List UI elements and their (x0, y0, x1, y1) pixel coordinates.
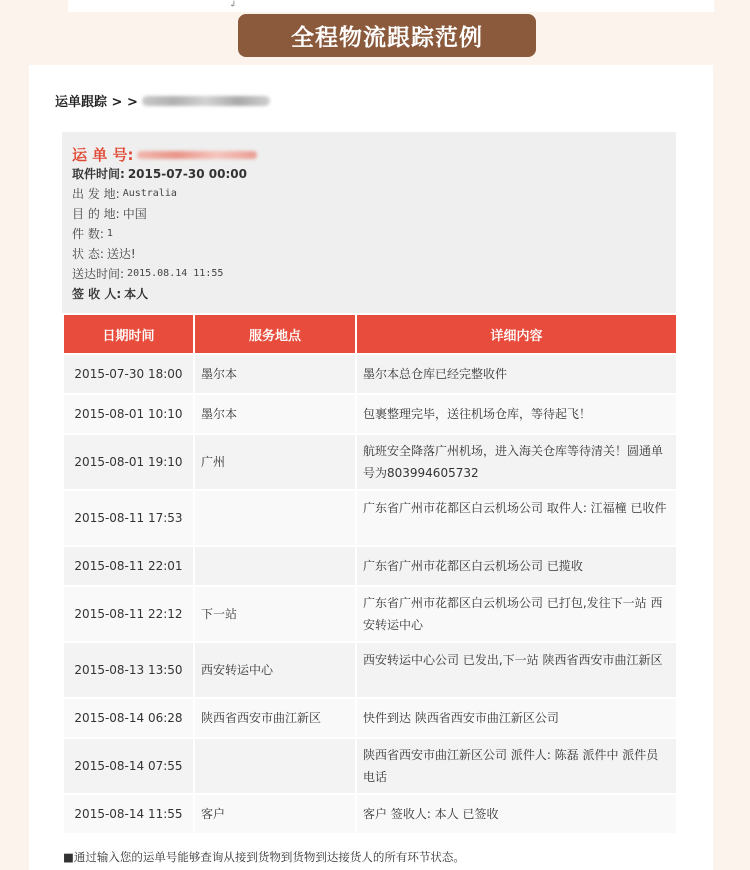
breadcrumb-label: 运单跟踪 > > (55, 95, 138, 110)
table-row (63, 354, 677, 394)
pickup-time-row (72, 165, 247, 182)
cell-detail: 陕西省西安市曲江新区公司 派件人: 陈磊 派件中 派件员电话 (356, 738, 677, 794)
cell-place (194, 546, 356, 586)
cell-date: 2015-08-01 10:10 (63, 394, 194, 434)
origin-label: 出 发 地: (72, 187, 120, 201)
status-row (72, 245, 136, 262)
pieces-label: 件 数: (72, 227, 104, 241)
table-row (63, 642, 677, 698)
destination-value: 中国 (122, 207, 147, 221)
redacted-waybill-number (142, 96, 270, 106)
cell-place (194, 738, 356, 794)
signer-label: 签 收 人: (72, 287, 122, 301)
footnote: ■通过输入您的运单号能够查询从接到货物到货物到达接货人的所有环节状态。 (63, 850, 465, 864)
cell-detail: 客户 签收人: 本人 已签收 (356, 794, 677, 834)
cell-date: 2015-08-11 17:53 (63, 490, 194, 546)
cell-place: 西安转运中心 (194, 642, 356, 698)
cell-date: 2015-08-14 11:55 (63, 794, 194, 834)
signer-row (72, 285, 148, 302)
pieces-row (72, 225, 113, 242)
pickup-time-label: 取件时间: (72, 167, 125, 181)
tracking-card (29, 65, 713, 870)
cell-date: 2015-08-13 13:50 (63, 642, 194, 698)
table-row (63, 394, 677, 434)
delivered-time-row (72, 265, 223, 282)
top-strip (68, 0, 714, 12)
table-header-row (63, 314, 677, 354)
cell-place: 陕西省西安市曲江新区 (194, 698, 356, 738)
waybill-number-row (72, 144, 257, 165)
cell-date: 2015-08-11 22:01 (63, 546, 194, 586)
cell-detail: 西安转运中心公司 已发出,下一站 陕西省西安市曲江新区 (356, 642, 677, 698)
cell-detail: 广东省广州市花都区白云机场公司 已揽收 (356, 546, 677, 586)
table-row (63, 434, 677, 490)
cell-place (194, 490, 356, 546)
table-row (63, 586, 677, 642)
origin-value: Australia (122, 188, 177, 199)
redacted-waybill-number-red (137, 151, 257, 159)
page-title: 全程物流跟踪范例 (238, 14, 536, 57)
cell-place: 广州 (194, 434, 356, 490)
table-row (63, 546, 677, 586)
cell-place: 墨尔本 (194, 394, 356, 434)
origin-row (72, 185, 177, 202)
header-location: 服务地点 (194, 314, 356, 354)
cell-date: 2015-08-14 06:28 (63, 698, 194, 738)
cell-date: 2015-08-11 22:12 (63, 586, 194, 642)
pieces-value: 1 (106, 228, 113, 239)
cell-detail: 包裹整理完毕，送往机场仓库，等待起飞！ (356, 394, 677, 434)
cell-detail: 航班安全降落广州机场，进入海关仓库等待清关！圆通单号为803994605732 (356, 434, 677, 490)
cell-detail: 广东省广州市花都区白云机场公司 已打包,发往下一站 西安转运中心 (356, 586, 677, 642)
destination-row (72, 205, 147, 222)
cell-detail: 快件到达 陕西省西安市曲江新区公司 (356, 698, 677, 738)
delivered-time-value: 2015.08.14 11:55 (127, 268, 224, 279)
cell-detail: 墨尔本总仓库已经完整收件 (356, 354, 677, 394)
signer-value: 本人 (124, 287, 149, 301)
header-details: 详细内容 (356, 314, 677, 354)
header-datetime: 日期时间 (63, 314, 194, 354)
cell-place: 墨尔本 (194, 354, 356, 394)
status-value: 送达! (106, 247, 136, 261)
table-row (63, 698, 677, 738)
cell-place: 下一站 (194, 586, 356, 642)
table-row (63, 490, 677, 546)
breadcrumb (55, 91, 270, 110)
cell-place: 客户 (194, 794, 356, 834)
tracking-table (62, 313, 678, 835)
table-row (63, 738, 677, 794)
status-label: 状 态: (72, 247, 104, 261)
paragraph-mark: ↲ (229, 0, 237, 10)
destination-label: 目 的 地: (72, 207, 120, 221)
pickup-time-value: 2015-07-30 00:00 (127, 166, 247, 181)
cell-date: 2015-08-01 19:10 (63, 434, 194, 490)
cell-detail: 广东省广州市花都区白云机场公司 取件人: 江福橦 已收件 (356, 490, 677, 546)
delivered-time-label: 送达时间: (72, 267, 125, 281)
cell-date: 2015-07-30 18:00 (63, 354, 194, 394)
waybill-number-label: 运 单 号: (72, 146, 134, 164)
cell-date: 2015-08-14 07:55 (63, 738, 194, 794)
table-row (63, 794, 677, 834)
